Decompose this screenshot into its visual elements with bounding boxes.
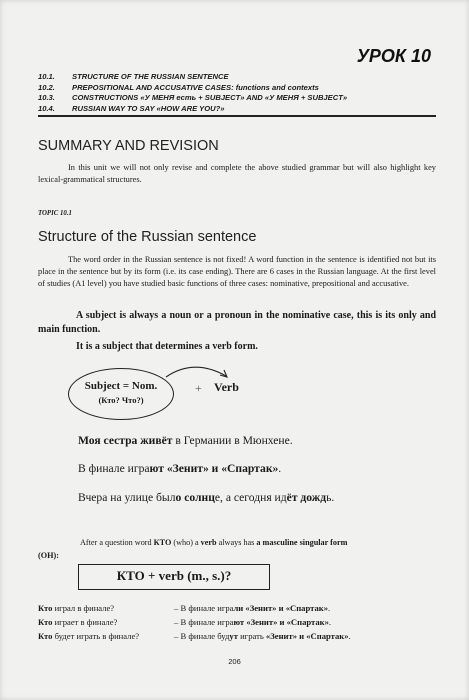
topic-label: TOPIC 10.1 [38, 210, 72, 217]
rule-subject [38, 309, 436, 337]
subject-text: Subject = Nom. [84, 380, 158, 392]
toc-item [38, 72, 436, 83]
toc-item [38, 104, 436, 115]
verb-label: Verb [214, 380, 239, 394]
toc-title: RUSSIAN WAY TO SAY «HOW ARE YOU?» [72, 103, 225, 113]
list-item [38, 601, 448, 615]
rule-verb [38, 340, 436, 354]
answer: – В финале играют «Зенит» и «Спартак». [174, 617, 332, 628]
page-number: 206 [228, 657, 241, 666]
toc-number: 10.2. [38, 82, 55, 92]
lesson-title: УРОК 10 [356, 46, 431, 66]
summary-text: In this unit we will not only revise and complete the above studied grammar but will also highlight key lexical-grammatical structures. [38, 163, 436, 185]
summary-paragraph [38, 162, 436, 186]
toc-number: 10.4. [38, 103, 55, 113]
formula-box [78, 564, 270, 590]
table-of-contents [38, 72, 436, 117]
toc-title: CONSTRUCTIONS «У МЕНЯ есть + SUBJECT» AND «У МЕНЯ + SUBJECT» [72, 93, 348, 102]
question: Кто играет в финале? [38, 617, 118, 628]
question: Кто играл в финале? [38, 603, 115, 613]
rule-verb-text: It is a subject that determines a verb form. [76, 341, 258, 352]
subject-label [68, 380, 174, 406]
toc-title: STRUCTURE OF THE RUSSIAN SENTENCE [72, 72, 229, 81]
question: Кто будет играть в финале? [38, 631, 140, 642]
toc-divider [38, 115, 436, 117]
toc-item [38, 93, 436, 104]
subject-question: (Кто? Что?) [98, 395, 144, 405]
example-sentence: Моя сестра живёт в Германии в Мюнхене. [78, 434, 293, 447]
subject-verb-diagram [68, 362, 268, 422]
curved-arrow-icon [164, 362, 244, 382]
list-item [38, 629, 448, 643]
topic-paragraph [38, 254, 436, 291]
rule-subject-text: A subject is always a noun or a pronoun in the nominative case, this is its only and main function. [38, 310, 436, 335]
toc-title: PREPOSITIONAL AND ACCUSATIVE CASES: functions and contexts [72, 82, 319, 92]
formula-text: КТО + verb (m., s.)? [116, 568, 232, 583]
toc-number: 10.3. [38, 93, 55, 102]
example-sentence: Вчера на улице было солнце, а сегодня идёт дождь. [78, 491, 335, 504]
topic-text: The word order in the Russian sentence is not fixed! A word function in the sentence is identified not but its place in the sentence but by its form (i.e. its case ending). There are 6 cases in the Russian language. At the first level of studies (A1 level) you have studied basic functions of three cases: nominative, prepositional and accusative. [38, 255, 436, 289]
summary-heading: SUMMARY AND REVISION [38, 138, 219, 154]
list-item [38, 615, 448, 629]
answer: – В финале играли «Зенит» и «Спартак». [174, 603, 331, 613]
toc-item [38, 83, 436, 94]
answer: – В финале будут играть «Зенит» и «Спартак». [174, 631, 351, 642]
question-answer-list [38, 601, 448, 644]
example-sentence: В финале играют «Зенит» и «Спартак». [78, 462, 282, 475]
kto-rule-paragraph: After a question word КТО (who) a verb always has a masculine singular form (ОН): [38, 538, 348, 560]
plus-sign: + [195, 381, 202, 395]
toc-number: 10.1. [38, 72, 55, 81]
topic-heading: Structure of the Russian sentence [38, 229, 257, 245]
